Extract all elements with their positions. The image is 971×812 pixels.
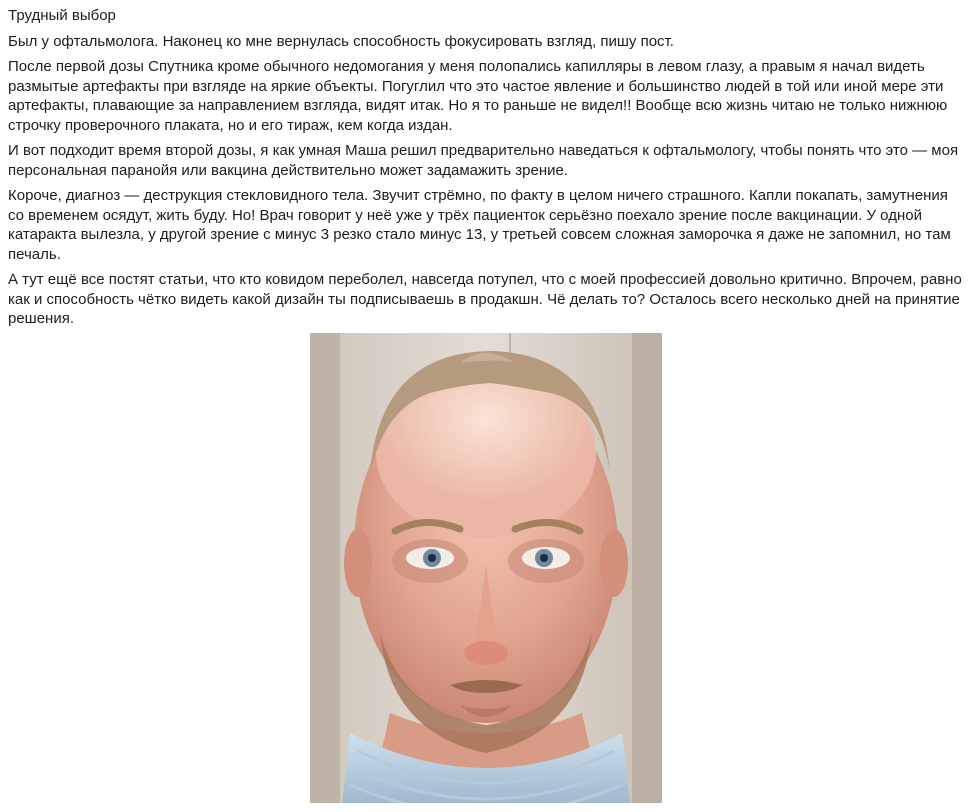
selfie-photo (310, 333, 662, 803)
post-paragraph-3: И вот подходит время второй дозы, я как умная Маша решил предварительно наведаться к офтальмологу, чтобы понять что это — моя персональная паранойя или вакцина действительно может задамажить зрение. (8, 142, 959, 179)
post-title: Трудный выбор (8, 7, 116, 24)
post-photo[interactable] (310, 333, 662, 803)
post-paragraph-1: Был у офтальмолога. Наконец ко мне вернулась способность фокусировать взгляд, пишу пост. (8, 32, 674, 50)
post-paragraph-2: После первой дозы Спутника кроме обычного недомогания у меня полопались капилляры в левом глазу, а правым я начал видеть размытые артефакты при взгляде на яркие объекты. Погуглил что это частое явление и большинство людей в той или иной мере эти артефакты, плавающие за направлением взгляда, видят итак. Но я то раньше не видел!! Вообще всю жизнь читаю не только нижнюю строчку проверочного плаката, но и его тираж, кем когда издан. (8, 58, 948, 134)
post (8, 6, 966, 335)
post-paragraph-4: Короче, диагноз — деструкция стекловидного тела. Звучит стрёмно, по факту в целом ничего страшного. Капли покапать, замутнения со временем осядут, жить буду. Но! Врач говорит у неё уже у трёх пациенток серьёзно поехало зрение после вакцинации. У одной катаракта вылезла, у другой зрение с минус 3 резко стало минус 13, у третьей совсем сложная заморочка я даже не запомнил, но там печаль. (8, 187, 951, 263)
post-paragraph-5: А тут ещё все постят статьи, что кто ковидом переболел, навсегда потупел, что с моей профессией довольно критично. Впрочем, равно как и способность чётко видеть какой дизайн ты подписываешь в продакшн. Чё делать то? Осталось всего несколько дней на принятие решения. (8, 271, 962, 327)
